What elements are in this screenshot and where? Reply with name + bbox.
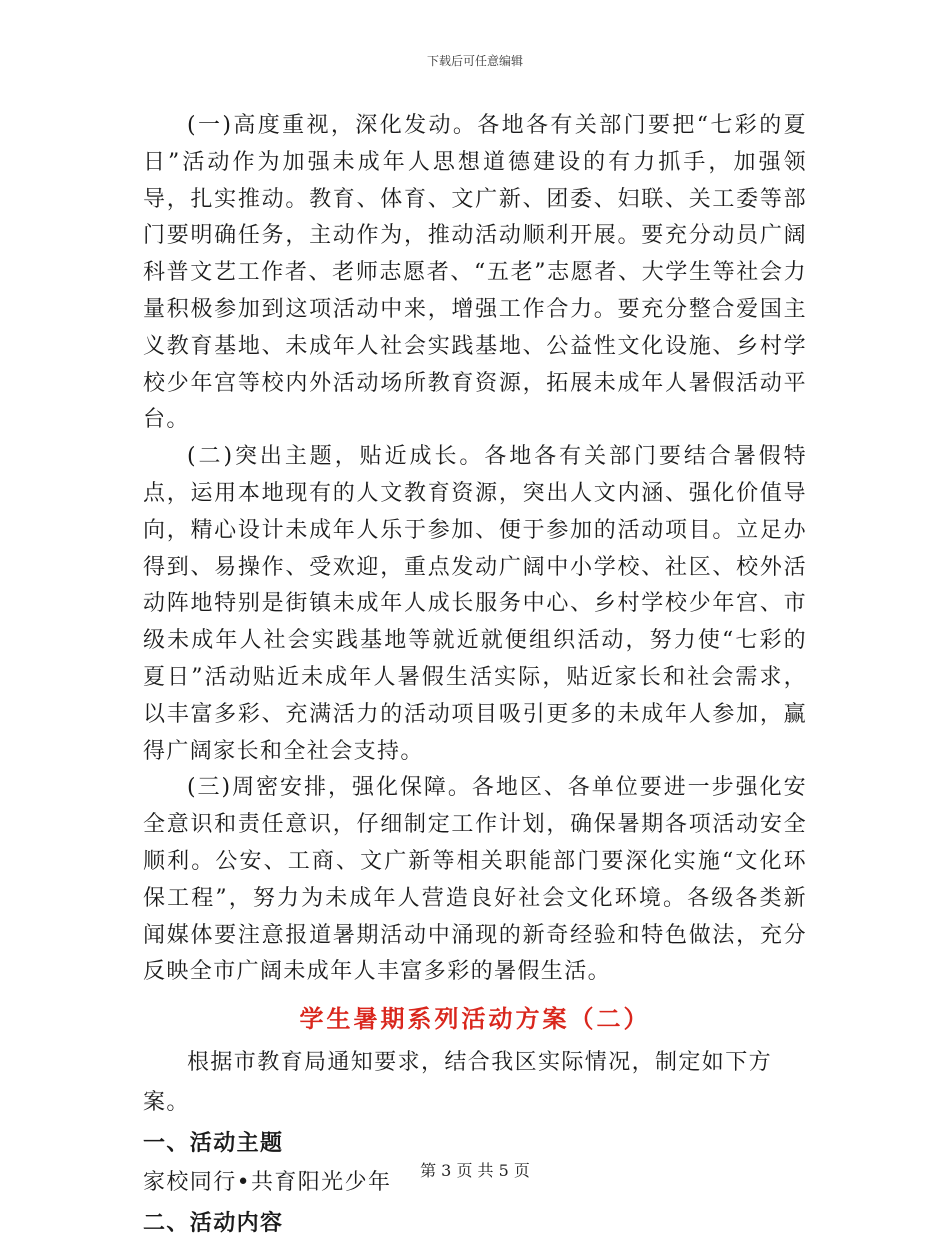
page-footer: 第 3 页 共 5 页 bbox=[420, 1161, 530, 1180]
heading-activity-content: 二、活动内容 bbox=[143, 1210, 284, 1237]
page-header: 下载后可任意编辑 bbox=[426, 54, 523, 68]
activity-theme-text: 家校同行•共育阳光少年 bbox=[143, 1170, 392, 1196]
paragraph-2: (二)突出主题，贴近成长。各地各有关部门要结合暑假特点，运用本地现有的人文教育资源，突出人文内涵、强化价值导向，精心设计未成年人乐于参加、便于参加的活动项目。立足办得到、易操作、受欢迎，重点发动广阔中小学校、社区、校外活动阵地特别是街镇未成年人成长服务中心、乡村学校少年宫、市级未成年人社会实践基地等就近就便组织活动，努力使“七彩的夏日”活动贴近未成年人暑假生活实际，贴近家长和社会需求，以丰富多彩、充满活力的活动项目吸引更多的未成年人参加，赢得广阔家长和全社会支持。 bbox=[143, 444, 807, 764]
section-title: 学生暑期系列活动方案（二） bbox=[299, 1004, 651, 1034]
paragraph-3: (三)周密安排，强化保障。各地区、各单位要进一步强化安全意识和责任意识，仔细制定工作计划，确保暑期各项活动安全顺利。公安、工商、文广新等相关职能部门要深化实施“文化环保工程”，努力为未成年人营造良好社会文化环境。各级各类新闻媒体要注意报道暑期活动中涌现的新奇经验和特色做法，充分反映全市广阔未成年人丰富多彩的暑假生活。 bbox=[143, 775, 807, 985]
intro-paragraph: 根据市教育局通知要求，结合我区实际情况，制定如下方案。 bbox=[143, 1050, 773, 1116]
paragraph-1: (一)高度重视，深化发动。各地各有关部门要把“七彩的夏日”活动作为加强未成年人思想道德建设的有力抓手，加强领导，扎实推动。教育、体育、文广新、团委、妇联、关工委等部门要明确任务，主动作为，推动活动顺利开展。要充分动员广阔科普文艺工作者、老师志愿者、“五老”志愿者、大学生等社会力量积极参加到这项活动中来，增强工作合力。要充分整合爱国主义教育基地、未成年人社会实践基地、公益性文化设施、乡村学校少年宫等校内外活动场所教育资源，拓展未成年人暑假活动平台。 bbox=[143, 113, 807, 433]
heading-activity-theme: 一、活动主题 bbox=[143, 1130, 284, 1157]
document-body bbox=[143, 108, 807, 1243]
